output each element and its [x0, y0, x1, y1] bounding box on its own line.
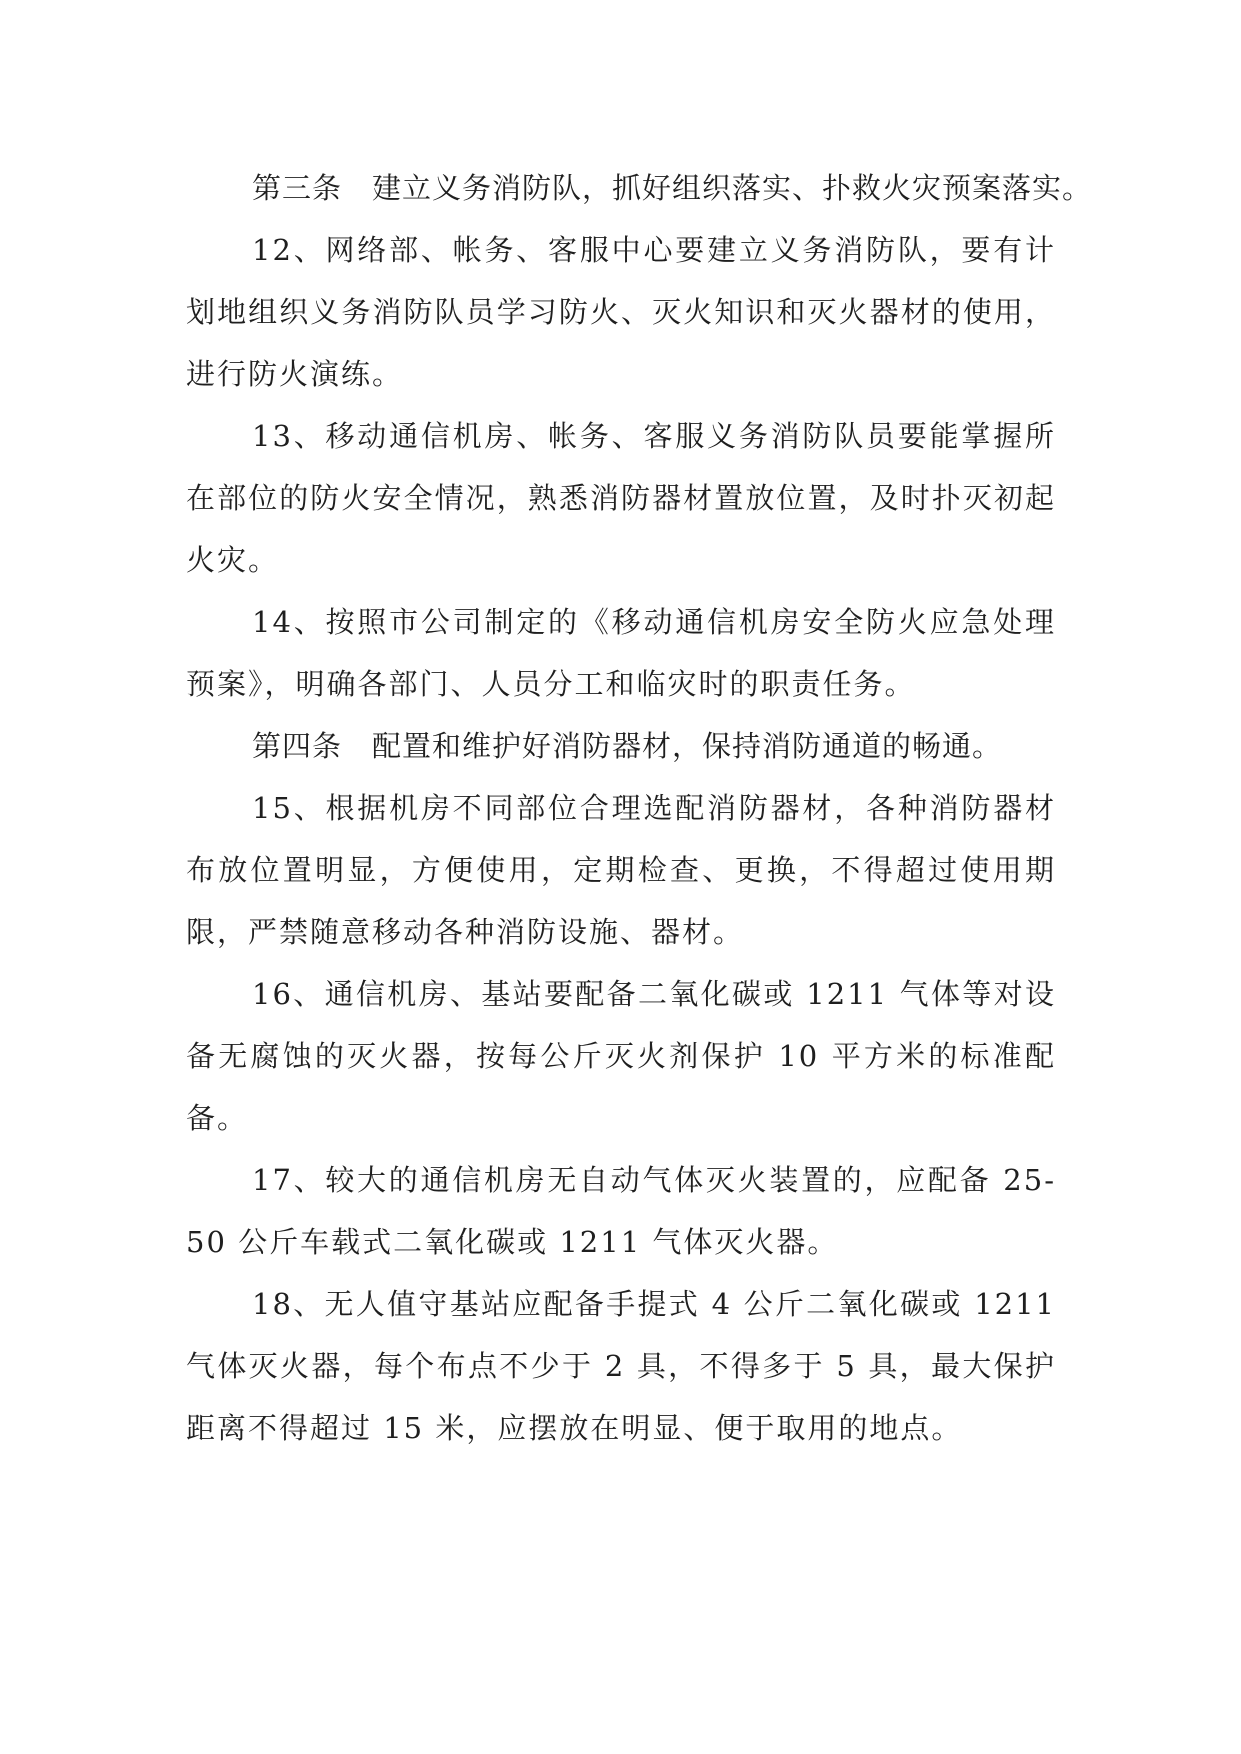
clause-17: 17、较大的通信机房无自动气体灭火装置的，应配备 25-50 公斤车载式二氧化碳或 1211 气体灭火器。: [186, 1163, 1056, 1259]
clause-18: 18、无人值守基站应配备手提式 4 公斤二氧化碳或 1211 气体灭火器，每个布点不少于 2 具，不得多于 5 具，最大保护距离不得超过 15 米，应摆放在明显、便于取用的地点。: [186, 1287, 1056, 1445]
clause-14: 14、按照市公司制定的《移动通信机房安全防火应急处理预案》，明确各部门、人员分工和临灾时的职责任务。: [186, 605, 1056, 701]
article-heading-4: 第四条 配置和维护好消防器材，保持消防通道的畅通。: [252, 729, 1003, 763]
clause-13: 13、移动通信机房、帐务、客服义务消防队员要能掌握所在部位的防火安全情况，熟悉消防器材置放位置，及时扑灭初起火灾。: [186, 419, 1056, 577]
article-heading-3: 第三条 建立义务消防队，抓好组织落实、扑救火灾预案落实。: [252, 171, 1093, 205]
document-body: [186, 157, 1093, 1459]
clause-15: 15、根据机房不同部位合理选配消防器材，各种消防器材布放位置明显，方便使用，定期检查、更换，不得超过使用期限，严禁随意移动各种消防设施、器材。: [186, 791, 1056, 949]
clause-16: 16、通信机房、基站要配备二氧化碳或 1211 气体等对设备无腐蚀的灭火器，按每公斤灭火剂保护 10 平方米的标准配备。: [186, 977, 1056, 1135]
clause-12: 12、网络部、帐务、客服中心要建立义务消防队，要有计划地组织义务消防队员学习防火、灭火知识和灭火器材的使用，进行防火演练。: [186, 233, 1056, 391]
